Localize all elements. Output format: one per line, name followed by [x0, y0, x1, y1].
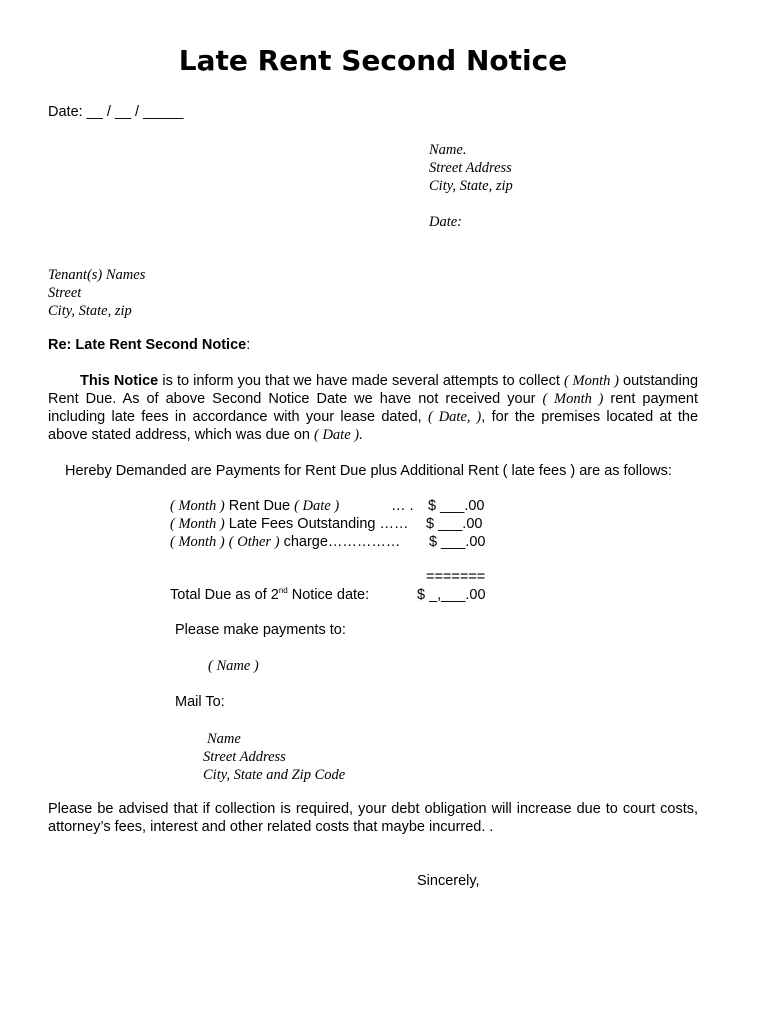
charge-label: Rent Due [224, 498, 295, 514]
tenant-city: City, State, zip [48, 303, 132, 319]
charge-row-1 [170, 497, 339, 515]
total-post: Notice date: [287, 587, 370, 603]
notice-date-2: ( Date ). [314, 427, 363, 443]
charge-row-2 [170, 515, 409, 533]
closing: Sincerely, [417, 873, 480, 889]
date-line: Date: __ / __ / _____ [48, 104, 184, 120]
charge-row-3 [170, 533, 400, 551]
total-label [170, 586, 369, 604]
advisory-paragraph: Please be advised that if collection is required, your debt obligation will increase due to court costs, attorney’s fees, interest and other related costs that maybe incurred. . [48, 801, 698, 835]
notice-month-1: ( Month ) [563, 373, 619, 389]
mail-name: Name [207, 731, 241, 747]
mail-street: Street Address [203, 749, 286, 765]
payee-name: ( Name ) [208, 658, 259, 674]
charge-label: Late Fees Outstanding …… [224, 516, 409, 532]
sender-block [429, 141, 513, 231]
notice-text-2: outstanding Rent Due. As of above Second Notice Date we have not received your [48, 373, 699, 407]
payments-to-label: Please make payments to: [175, 622, 346, 638]
mail-to-label: Mail To: [175, 694, 225, 710]
re-line [48, 337, 250, 353]
charge-date: ( Date ) [294, 498, 340, 514]
mail-city: City, State and Zip Code [203, 767, 346, 783]
re-label: Re: Late Rent Second Notice [48, 337, 247, 353]
total-pre: Total Due as of 2 [170, 587, 279, 603]
demand-line: Hereby Demanded are Payments for Rent Due plus Additional Rent ( late fees ) are as follows: [65, 463, 672, 479]
sender-city: City, State, zip [429, 178, 513, 194]
notice-text-1: is to inform you that we have made several attempts to collect [158, 373, 564, 389]
sender-name: Name. [429, 142, 467, 158]
notice-paragraph [48, 372, 698, 444]
sender-date: Date: [429, 214, 463, 230]
charge-amount-1: $ ___.00 [428, 498, 485, 514]
tenant-block [48, 266, 145, 320]
charge-dots-1: … . [391, 498, 414, 514]
mail-address-block [203, 730, 345, 784]
sender-street: Street Address [429, 160, 512, 176]
charge-other: ( Other ) [228, 534, 280, 550]
charge-label: charge…………… [279, 534, 401, 550]
charge-month: ( Month ) [170, 516, 225, 532]
notice-text-4: , for the premises located at the above stated address, which was due on [48, 409, 699, 443]
notice-lead: This Notice [80, 373, 159, 389]
charge-month: ( Month ) [170, 534, 225, 550]
tenant-street: Street [48, 285, 82, 301]
tenant-names: Tenant(s) Names [48, 267, 146, 283]
total-separator: ======= [426, 569, 486, 585]
total-amount: $ _,___.00 [417, 587, 486, 603]
notice-text-3: rent payment including late fees in accordance with your lease dated, [48, 391, 699, 425]
charge-amount-2: $ ___.00 [426, 516, 483, 532]
document-title: Late Rent Second Notice [178, 44, 568, 77]
re-colon: : [246, 337, 251, 353]
charge-amount-3: $ ___.00 [429, 534, 486, 550]
total-sup: nd [278, 586, 288, 596]
charge-month: ( Month ) [170, 498, 225, 514]
notice-month-2: ( Month ) [542, 391, 604, 407]
notice-date-1: ( Date, ) [427, 409, 482, 425]
